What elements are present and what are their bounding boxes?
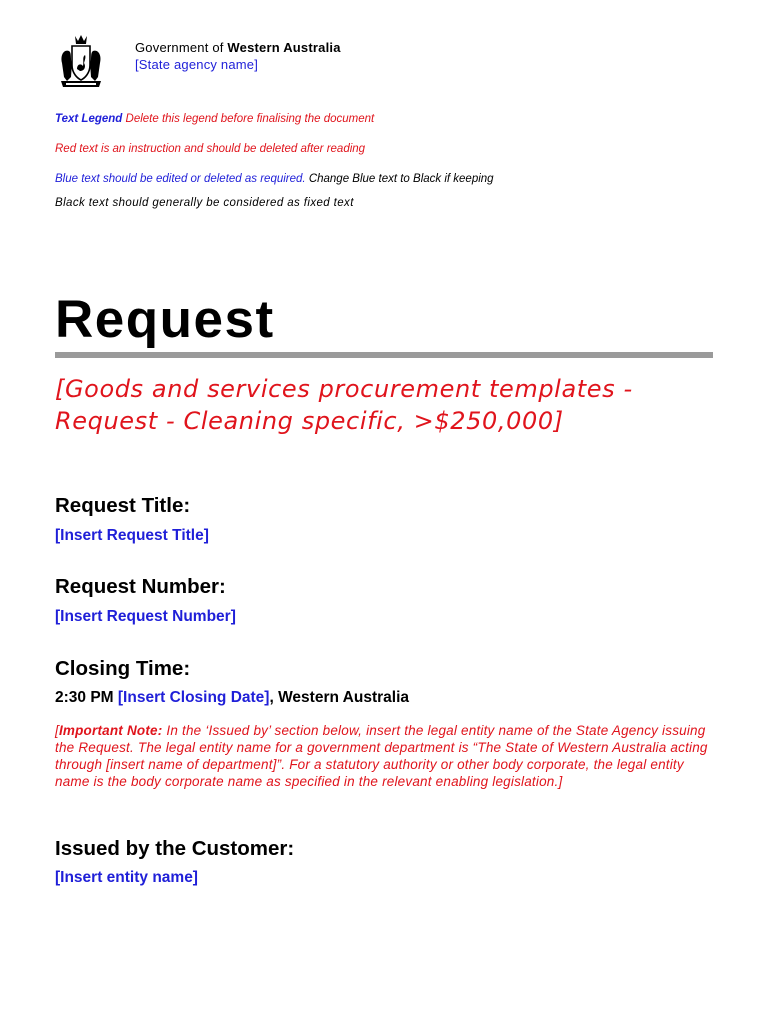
legend-label: Text Legend <box>55 113 123 125</box>
closing-time: 2:30 PM <box>55 689 118 706</box>
document-title: Request <box>55 290 275 349</box>
request-number-value[interactable]: [Insert Request Number] <box>55 608 236 625</box>
closing-time-heading: Closing Time: <box>55 657 191 680</box>
request-title-heading: Request Title: <box>55 494 191 517</box>
legend-title-line <box>55 112 374 127</box>
issued-by-value[interactable]: [Insert entity name] <box>55 869 198 886</box>
government-name <box>135 39 341 56</box>
agency-name: [State agency name] <box>135 57 259 72</box>
title-rule <box>55 352 713 358</box>
legend-black-line: Black text should generally be considered as fixed text <box>55 197 354 209</box>
closing-date[interactable]: [Insert Closing Date] <box>117 689 270 706</box>
request-title-value[interactable]: [Insert Request Title] <box>55 527 209 544</box>
note-text: In the ‘Issued by’ section below, insert the legal entity name of the State Agency issuing the Request. The legal entity name for a government department is “The State of Western Australia acting through [insert name of department]”. For a statutory authority or other body corporate, the legal entity name is the body corporate name as specified in the relevant enabling legislation.] <box>55 723 708 789</box>
note-open-bracket: [ <box>55 723 59 738</box>
request-number-heading: Request Number: <box>55 575 226 598</box>
closing-time-value <box>55 688 409 708</box>
government-header <box>135 39 341 73</box>
legend-blue-line <box>55 172 494 187</box>
coat-of-arms-icon <box>58 33 104 89</box>
issued-by-heading: Issued by the Customer: <box>55 837 295 860</box>
legend-blue-text: Blue text should be edited or deleted as required. <box>55 173 306 185</box>
legend-blue-suffix: Change Blue text to Black if keeping <box>305 173 494 185</box>
closing-location: , Western Australia <box>269 689 410 706</box>
government-prefix: Government of <box>135 40 228 55</box>
legend-instruction: Delete this legend before finalising the document <box>122 113 375 125</box>
legend-red-line: Red text is an instruction and should be deleted after reading <box>55 143 366 155</box>
state-name: Western Australia <box>227 40 341 55</box>
document-subtitle: [Goods and services procurement templates - Request - Cleaning specific, >$250,000] <box>55 375 633 435</box>
note-label: Important Note: <box>58 723 163 738</box>
important-note <box>55 722 715 790</box>
